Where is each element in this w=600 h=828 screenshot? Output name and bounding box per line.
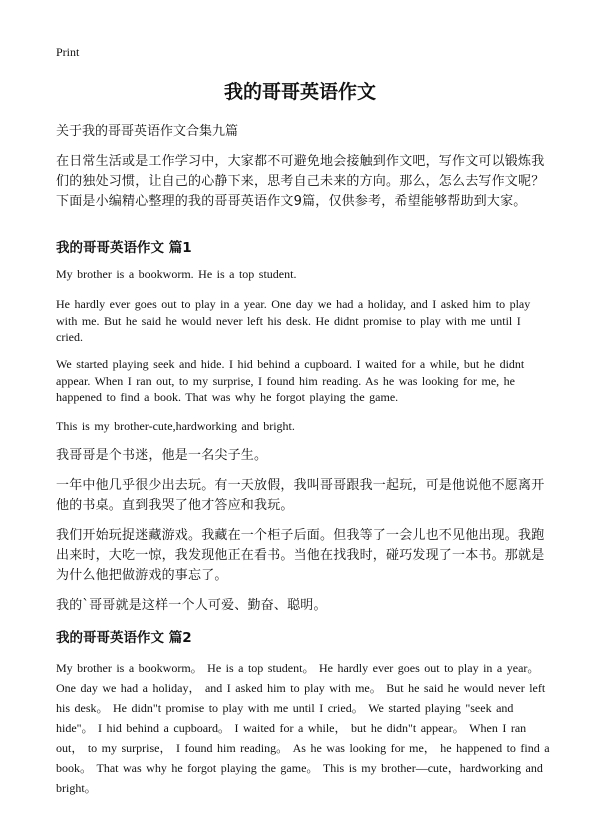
section2-en-paragraph-1: My brother is a bookworm。 He is a top student。 He hardly ever goes out to play in a year。 One day we had a holiday， and I asked him to play with me。 But he said he would never left his desk。 He didn"t promise to play with me until I cried。 We started playing "seek and hide"。 I hid behind a cupboard。 I waited for a while， but he didn"t appear。 When I ran out， to my surprise， I found him reading。 As he was looking for me， he happened to find a book。 That was why he forgot playing the game。 This is my brother—cute，hardworking and bright。 <box>56 661 550 795</box>
section-heading-1: 我的哥哥英语作文 篇1 <box>56 240 192 256</box>
print-link[interactable]: Print <box>56 45 80 59</box>
section1-cn-paragraph-4: 我的`哥哥就是这样一个人可爱、勤奋、聪明。 <box>56 598 327 613</box>
section1-cn-paragraph-1: 我哥哥是个书迷，他是一名尖子生。 <box>56 448 268 463</box>
section1-en-paragraph-1: My brother is a bookworm. He is a top student. <box>56 267 297 281</box>
page-title: 我的哥哥英语作文 <box>223 81 376 103</box>
section1-cn-paragraph-3: 我们开始玩捉迷藏游戏。我藏在一个柜子后面。但我等了一会儿也不见他出现。我跑出来时，大吃一惊，我发现他正在看书。当他在找我时，碰巧发现了一本书。那就是为什么他把做游戏的事忘了。 <box>56 528 545 583</box>
section1-en-paragraph-3: We started playing seek and hide. I hid behind a cupboard. I waited for a while, but he didnt appear. When I ran out, to my surprise, I found him reading. As he was looking for me, he happened to find a book. That was why he forgot playing the game. <box>56 357 525 404</box>
subtitle: 关于我的哥哥英语作文合集九篇 <box>56 124 239 139</box>
section1-cn-paragraph-2: 一年中他几乎很少出去玩。有一天放假，我叫哥哥跟我一起玩，可是他说他不愿离开他的书桌。直到我哭了他才答应和我玩。 <box>56 478 545 513</box>
section1-en-paragraph-2: He hardly ever goes out to play in a year. One day we had a holiday, and I asked him to play with me. But he said he would never left his desk. He didnt promise to play with me until I cried. <box>56 297 531 344</box>
intro-paragraph: 在日常生活或是工作学习中，大家都不可避免地会接触到作文吧，写作文可以锻炼我们的独处习惯，让自己的心静下来，思考自己未来的方向。那么，怎么去写作文呢？下面是小编精心整理的我的哥哥英语作文9篇，仅供参考，希望能够帮助到大家。 <box>56 154 545 209</box>
section1-en-paragraph-4: This is my brother-cute,hardworking and bright. <box>56 419 295 433</box>
section-heading-2: 我的哥哥英语作文 篇2 <box>56 630 192 646</box>
